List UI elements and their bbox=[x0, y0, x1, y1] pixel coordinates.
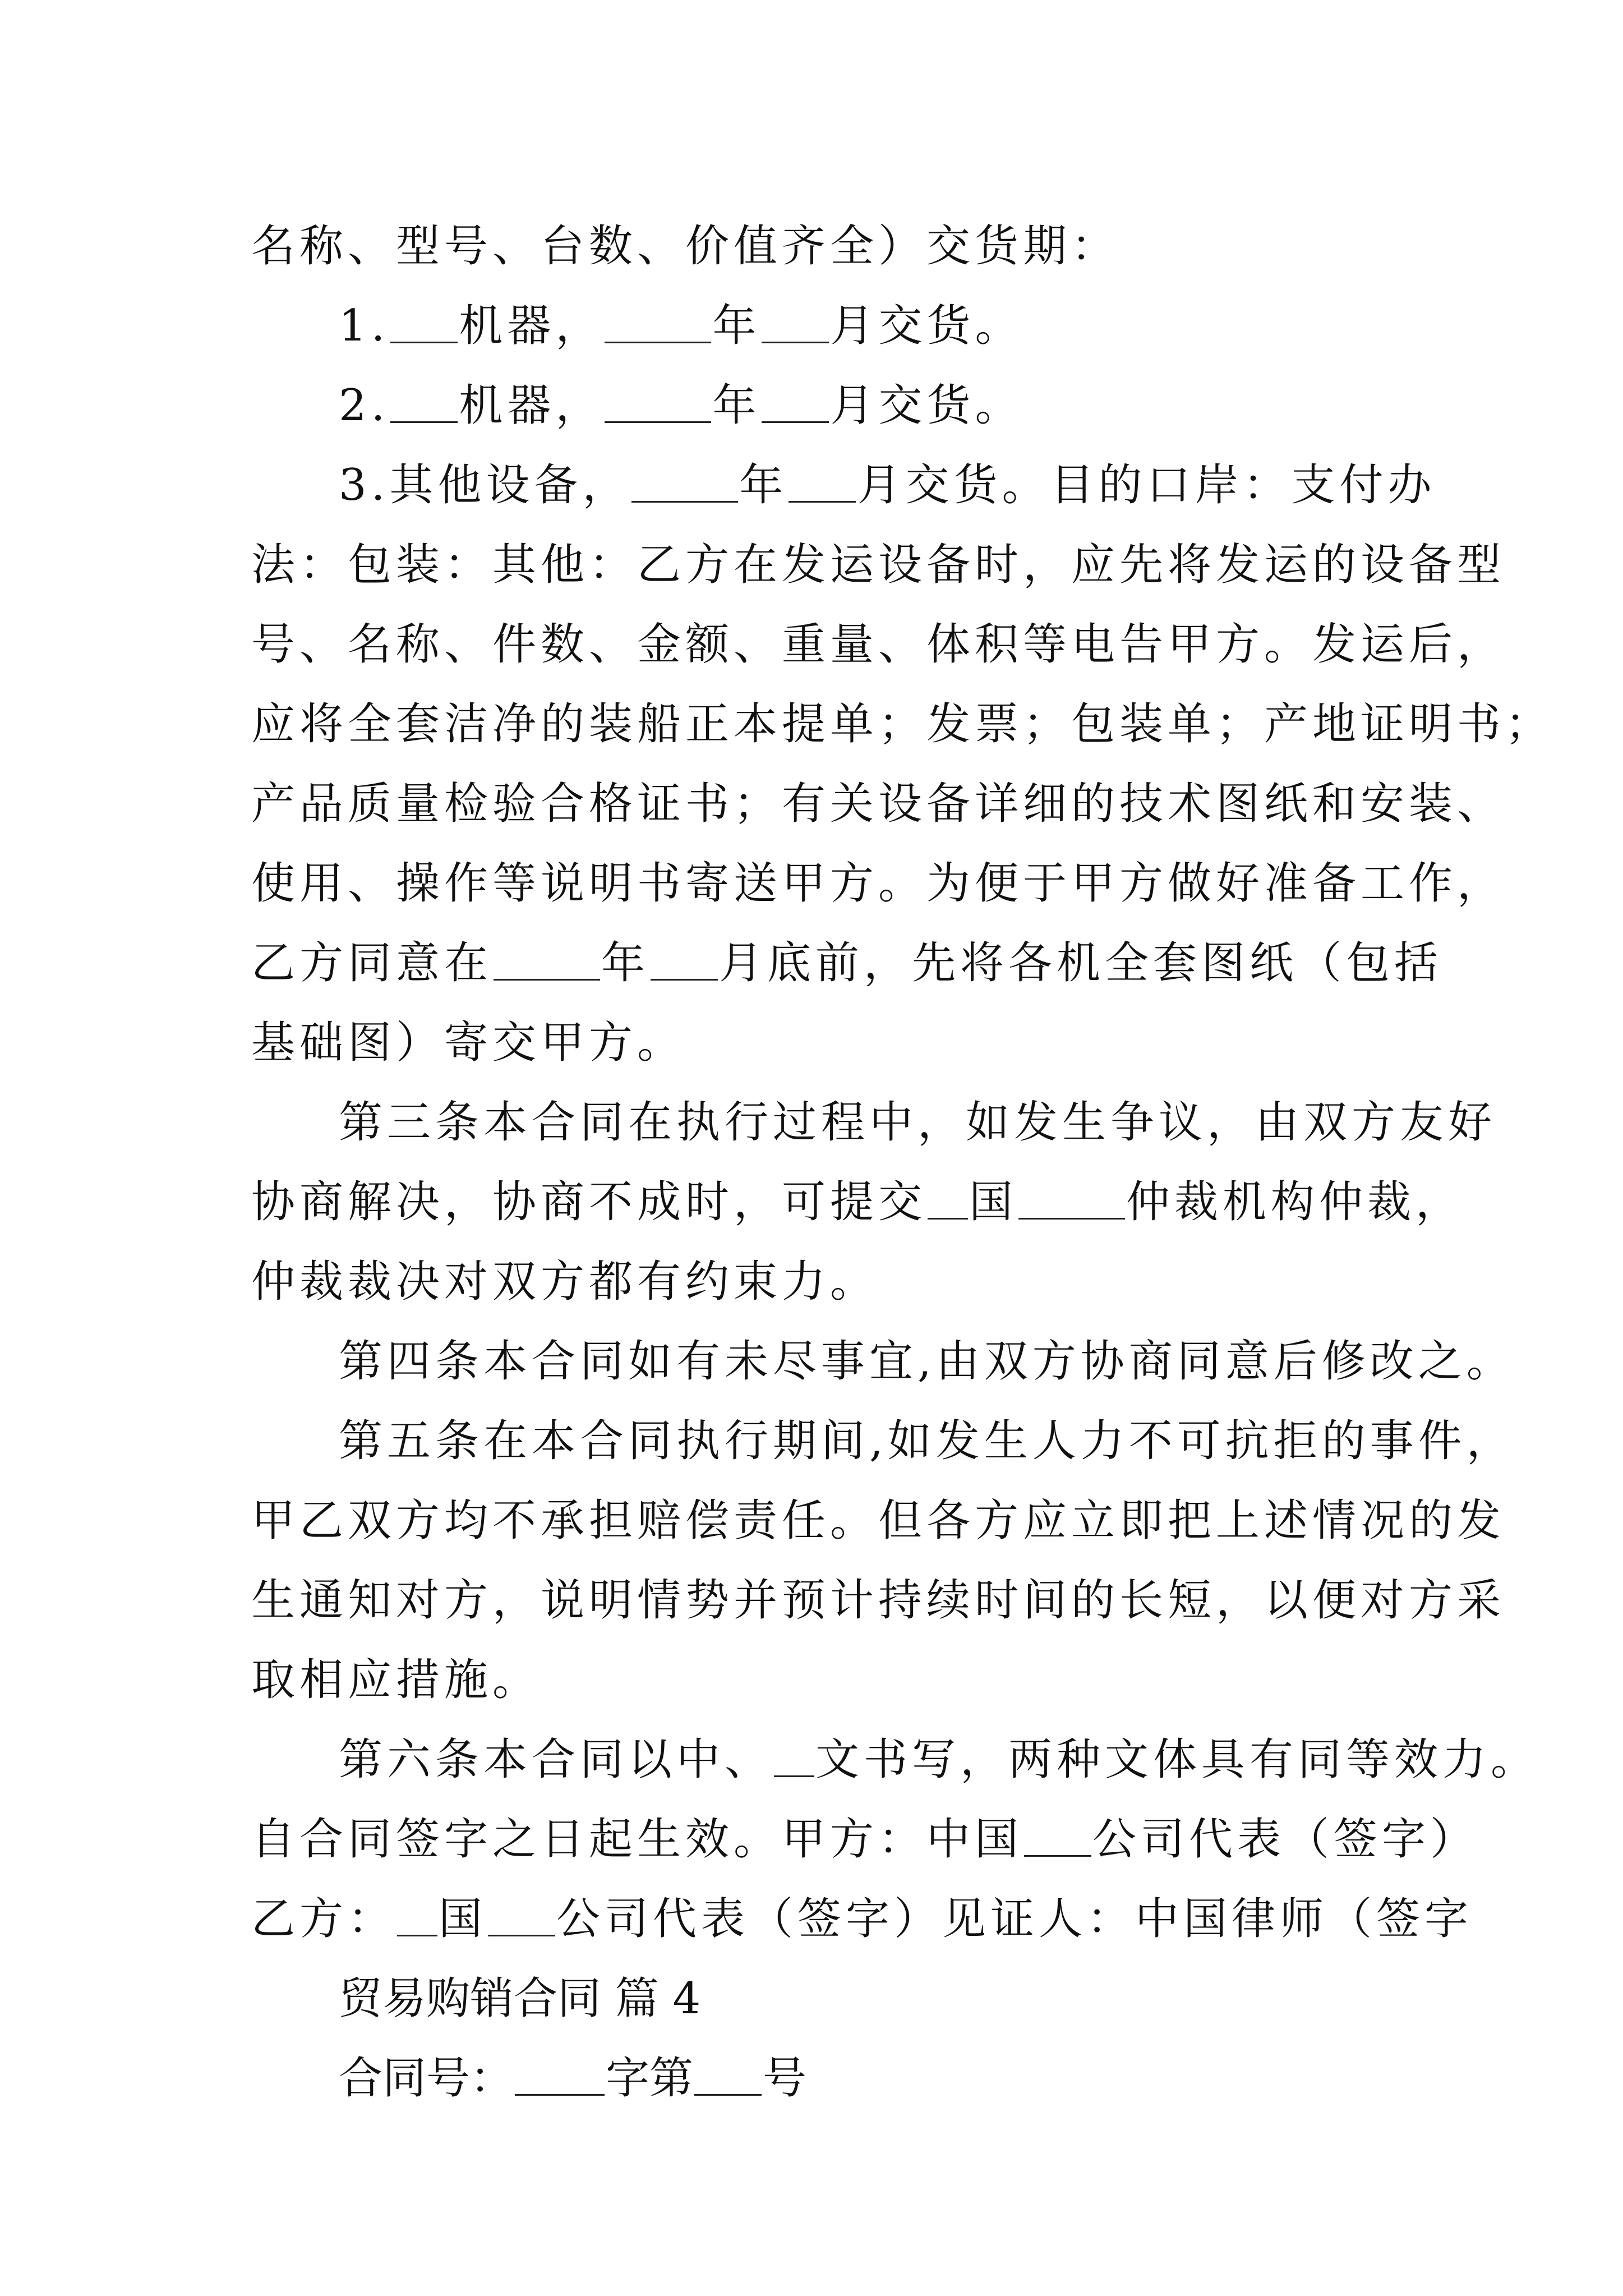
fill-blank bbox=[1018, 1176, 1125, 1220]
text-line: 取相应措施。 bbox=[251, 1655, 541, 1705]
text-line: 生通知对方，说明情势并预计持续时间的长短，以便对方采 bbox=[251, 1575, 1506, 1626]
text-segment: 合同号： bbox=[339, 2053, 514, 2104]
text-segment: 年 bbox=[712, 301, 761, 351]
text-segment: 国 bbox=[969, 1177, 1018, 1227]
text-line bbox=[251, 1879, 1473, 1959]
article-5 bbox=[251, 1401, 1515, 1720]
paragraph-item-3 bbox=[251, 445, 1554, 1083]
text-line: 号、名称、件数、金额、重量、体积等电告甲方。发运后， bbox=[251, 619, 1506, 670]
text-segment: 字第 bbox=[606, 2053, 694, 2104]
text-line bbox=[251, 1162, 1464, 1242]
text-segment: 号 bbox=[763, 2053, 807, 2104]
text-line bbox=[251, 923, 1443, 1003]
text-segment: 文书写，两种文体具有同等效力。 bbox=[815, 1734, 1539, 1785]
text-segment: 机器， bbox=[459, 301, 604, 351]
text-segment: 年 bbox=[739, 460, 788, 510]
fill-blank bbox=[789, 459, 856, 503]
item-number: 1. bbox=[339, 301, 390, 351]
text-line: 第五条在本合同执行期间,如发生人力不可抗拒的事件， bbox=[339, 1416, 1515, 1466]
fill-blank bbox=[928, 1176, 968, 1220]
document-page bbox=[251, 206, 1554, 2118]
fill-blank bbox=[397, 1893, 437, 1936]
article-4 bbox=[251, 1322, 1515, 1401]
text-segment: 公司代表（签字）见证人：中国律师（签字 bbox=[556, 1894, 1473, 1944]
text-line: 产品质量检验合格证书；有关设备详细的技术图纸和安装、 bbox=[251, 779, 1506, 829]
text-line bbox=[251, 1720, 1539, 1800]
fill-blank bbox=[694, 2053, 762, 2096]
text-line: 甲乙双方均不承担赔偿责任。但各方应立即把上述情况的发 bbox=[251, 1496, 1506, 1546]
text-segment: 乙方： bbox=[251, 1894, 396, 1944]
paragraph-item-1 bbox=[251, 286, 1378, 366]
text-line: 基础图）寄交甲方。 bbox=[251, 1018, 686, 1068]
fill-blank bbox=[774, 1734, 814, 1777]
article-6 bbox=[251, 1720, 1539, 1959]
text-line: 应将全套洁净的装船正本提单；发票；包装单；产地证明书； bbox=[251, 699, 1554, 749]
text-line: 第三条本合同在执行过程中，如发生争议，由双方友好 bbox=[339, 1097, 1497, 1148]
article-3 bbox=[251, 1083, 1497, 1322]
text-segment: 公司代表（签字） bbox=[1092, 1814, 1479, 1865]
fill-blank bbox=[494, 937, 600, 981]
text-segment: 乙方同意在 bbox=[251, 938, 493, 988]
fill-blank bbox=[631, 459, 738, 503]
text-segment: 年 bbox=[601, 938, 650, 988]
text-segment: 月交货。目的口岸：支付办 bbox=[857, 460, 1436, 510]
fill-blank bbox=[1024, 1814, 1091, 1857]
paragraph-item-2 bbox=[251, 366, 1378, 445]
text-segment: 第六条本合同以中、 bbox=[339, 1734, 773, 1785]
fill-blank bbox=[762, 300, 829, 343]
text-line: 名称、型号、台数、价值齐全）交货期： bbox=[251, 221, 1120, 272]
text-line: 仲裁裁决对双方都有约束力。 bbox=[251, 1257, 879, 1307]
text-segment: 机器， bbox=[459, 380, 604, 431]
text-line bbox=[251, 445, 1436, 525]
section-heading: 贸易购销合同 篇 4 bbox=[339, 1973, 701, 2024]
fill-blank bbox=[651, 937, 718, 981]
text-segment: 自合同签字之日起生效。甲方：中国 bbox=[251, 1814, 1023, 1865]
fill-blank bbox=[488, 1893, 555, 1936]
text-segment: 仲裁机构仲裁， bbox=[1126, 1177, 1464, 1227]
text-line bbox=[251, 1800, 1479, 1879]
text-segment: 月交货。 bbox=[830, 301, 1023, 351]
text-segment: 年 bbox=[712, 380, 761, 431]
text-line: 使用、操作等说明书寄送甲方。为便于甲方做好准备工作， bbox=[251, 858, 1506, 909]
text-segment: 协商解决，协商不成时，可提交 bbox=[251, 1177, 927, 1227]
contract-number-line bbox=[251, 2039, 1378, 2118]
item-number: 2. bbox=[339, 380, 390, 431]
fill-blank bbox=[515, 2053, 605, 2096]
fill-blank bbox=[390, 380, 458, 423]
text-segment: 月底前，先将各机全套图纸（包括 bbox=[719, 938, 1443, 988]
fill-blank bbox=[762, 380, 829, 423]
text-line: 法：包装：其他：乙方在发运设备时，应先将发运的设备型 bbox=[251, 540, 1506, 590]
fill-blank bbox=[605, 300, 711, 343]
text-segment: 国 bbox=[439, 1894, 487, 1944]
text-segment: 3.其他设备， bbox=[339, 460, 631, 510]
text-line: 第四条本合同如有未尽事宜,由双方协商同意后修改之。 bbox=[339, 1336, 1515, 1387]
fill-blank bbox=[605, 380, 711, 423]
fill-blank bbox=[390, 300, 458, 343]
paragraph-delivery-intro bbox=[251, 206, 1378, 286]
text-segment: 月交货。 bbox=[830, 380, 1023, 431]
